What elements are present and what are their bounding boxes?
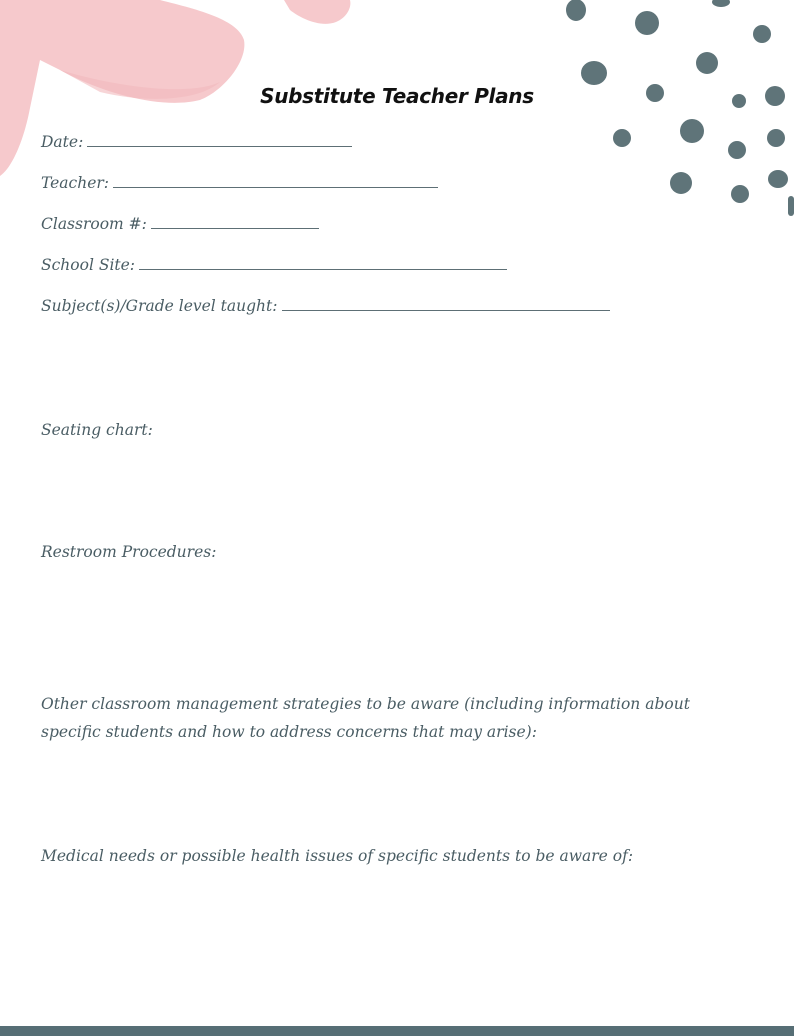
classroom-management-line-1: Other classroom management strategies to be aware (including information about [41,695,690,713]
subjects-label: Subject(s)/Grade level taught: [41,297,278,315]
classroom-line[interactable] [151,227,319,229]
school-site-label: School Site: [41,256,136,274]
date-field [41,133,352,151]
seating-chart-heading: Seating chart: [41,421,153,439]
school-site-line[interactable] [139,268,507,270]
subjects-field [41,297,610,315]
restroom-procedures-heading: Restroom Procedures: [41,543,217,561]
dot-cluster [566,0,794,216]
teacher-field [41,174,438,192]
classroom-label: Classroom #: [41,215,147,233]
teacher-line[interactable] [113,186,438,188]
subjects-line[interactable] [282,309,610,311]
school-site-field [41,256,507,274]
medical-needs-heading: Medical needs or possible health issues of specific students to be aware of: [41,847,634,865]
classroom-field [41,215,319,233]
classroom-management-heading [41,690,690,746]
footer-bar [0,1026,794,1036]
date-label: Date: [41,133,84,151]
teacher-label: Teacher: [41,174,110,192]
date-line[interactable] [87,145,352,147]
classroom-management-line-2: specific students and how to address concerns that may arise): [41,723,537,741]
page-title: Substitute Teacher Plans [260,84,534,108]
